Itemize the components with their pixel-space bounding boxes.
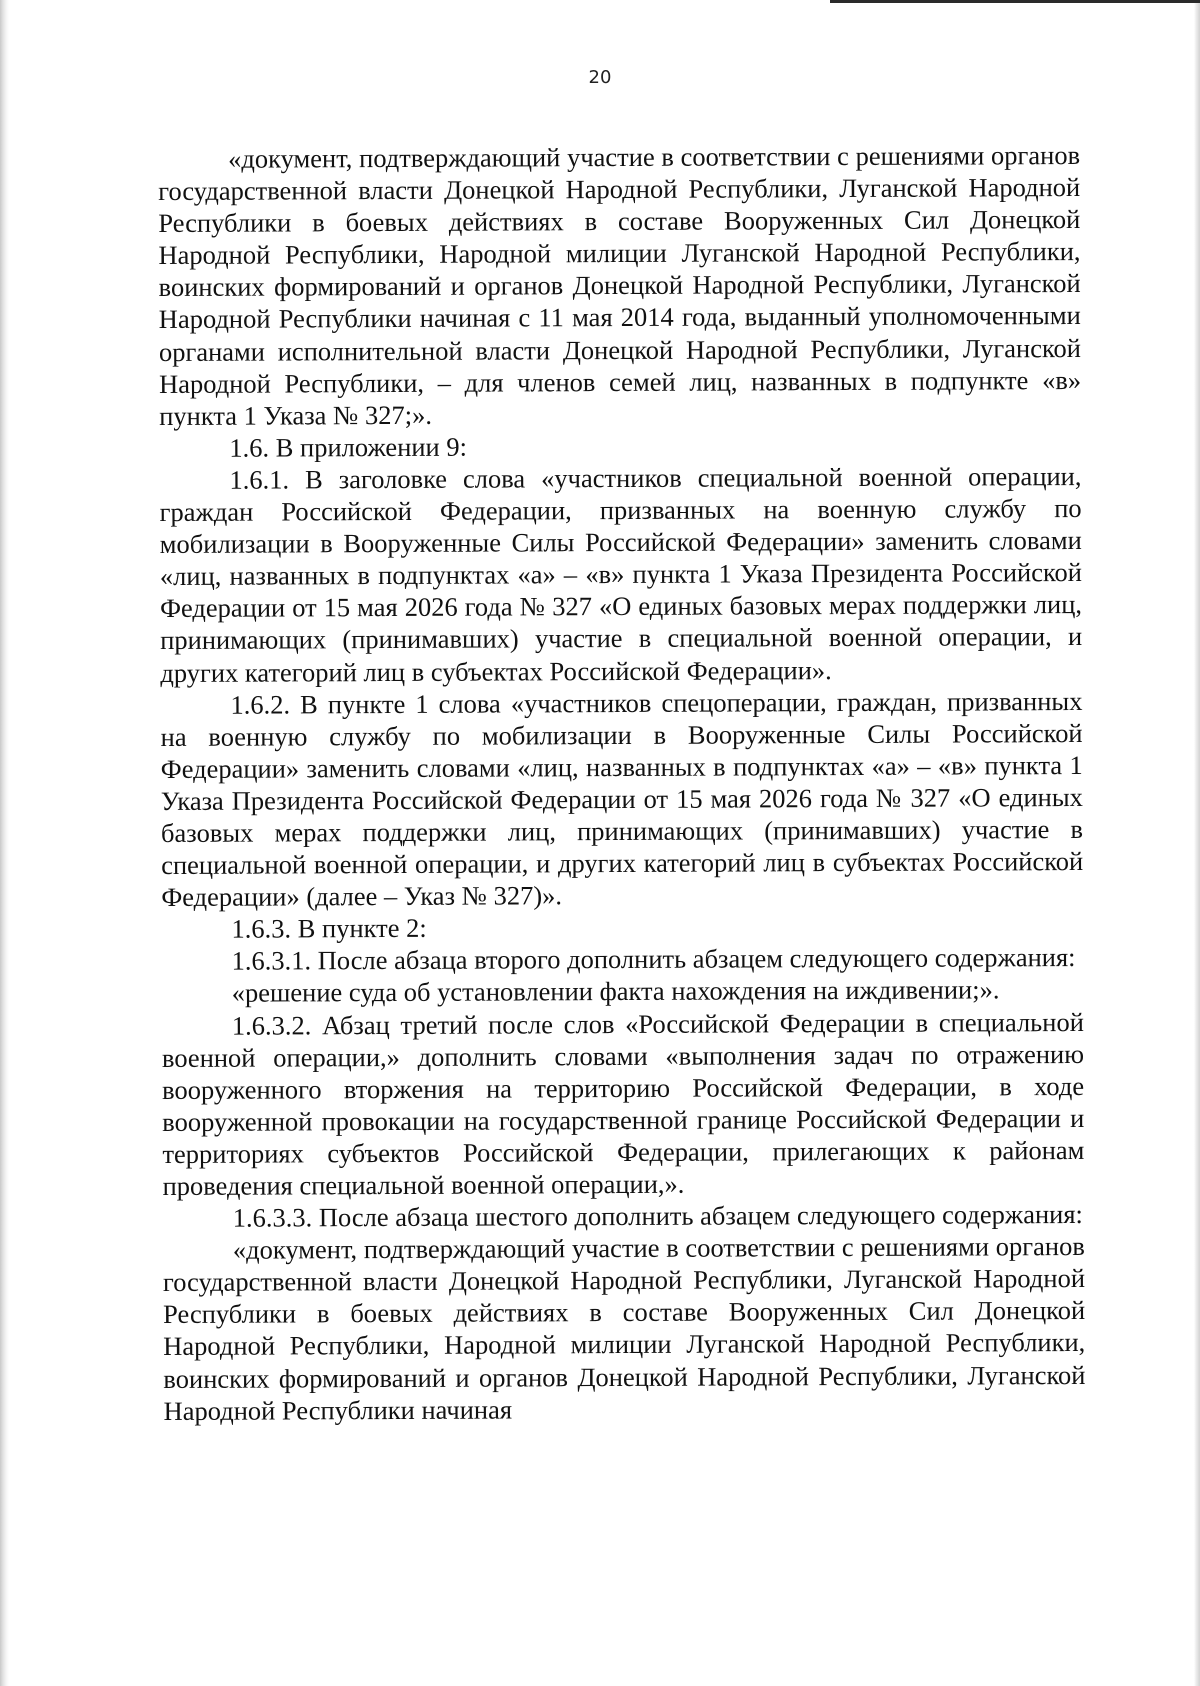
paragraph-1-6-1: 1.6.1. В заголовке слова «участников специальной военной операции, граждан Российской Федерации, призванных на военную службу по мобилизации в Вооруженные Силы Российской Федерации» заменить словами «лиц, названных в подпунктах «а» – «в» пункта 1 Указа Президента Российской Федерации от 15 мая 2026 года № 327 «О единых базовых мерах поддержки лиц, принимающих (принимавших) участие в специальной военной операции, и других категорий лиц в субъектах Российской Федерации». xyxy=(159,460,1083,688)
paragraph-1-6-3: 1.6.3. В пункте 2: xyxy=(231,913,427,944)
page-number: 20 xyxy=(588,67,612,88)
paragraph-1-6-2: 1.6.2. В пункте 1 слова «участников спецоперации, граждан, призванных на военную службу по мобилизации в Вооруженные Силы Российской Федерации» заменить словами «лиц, названных в подпунктах «а» – «в» пункта 1 Указа Президента Российской Федерации от 15 мая 2026 года № 327 «О единых базовых мерах поддержки лиц, принимающих (принимавших) участие в специальной военной операции, и других категорий лиц в субъектах Российской Федерации» (далее – Указ № 327)». xyxy=(160,685,1084,913)
paragraph-1-6: 1.6. В приложении 9: xyxy=(229,431,468,463)
paragraph-1-6-3-2: 1.6.3.2. Абзац третий после слов «Российской Федерации в специальной военной операции,» дополнить словами «выполнения задач по отражению вооруженного вторжения на территорию Российской Федерации, в ходе вооруженной провокации на государственной границе Российской Федерации и территориях субъектов Российской Федерации, прилегающих к районам проведения специальной военной операции,». xyxy=(161,1006,1085,1201)
scan-left-edge xyxy=(0,0,9,1686)
document-body xyxy=(158,139,1086,1427)
scan-right-edge xyxy=(1194,0,1200,1686)
paragraph-1-6-3-1: 1.6.3.1. После абзаца второго дополнить абзацем следующего содержания: xyxy=(231,942,1076,977)
paragraph-quoted-document-1: «документ, подтверждающий участие в соответствии с решениями органов государственной власти Донецкой Народной Республики, Луганской Народной Республики в боевых действиях в составе Вооруженных Сил Донецкой Народной Республики, Народной милиции Луганской Народной Республики, воинских формирований и органов Донецкой Народной Республики, Луганской Народной Республики начиная с 11 мая 2014 года, выданный уполномоченными органами исполнительной власти Донецкой Народной Республики, Луганской Народной Республики, – для членов семей лиц, названных в подпункте «в» пункта 1 Указа № 327;». xyxy=(158,139,1082,431)
paragraph-1-6-3-3: 1.6.3.3. После абзаца шестого дополнить абзацем следующего содержания: xyxy=(232,1199,1083,1233)
paragraph-quoted-document-2: «документ, подтверждающий участие в соответствии с решениями органов государственной власти Донецкой Народной Республики, Луганской Народной Республики в боевых действиях в составе Вооруженных Сил Донецкой Народной Республики, Народной милиции Луганской Народной Республики, воинских формирований и органов Донецкой Народной Республики, Луганской Народной Республики начиная xyxy=(162,1231,1086,1426)
paragraph-quoted-court-decision: «решение суда об установлении факта нахождения на иждивении;». xyxy=(231,974,1000,1009)
scan-top-line xyxy=(830,0,1200,3)
